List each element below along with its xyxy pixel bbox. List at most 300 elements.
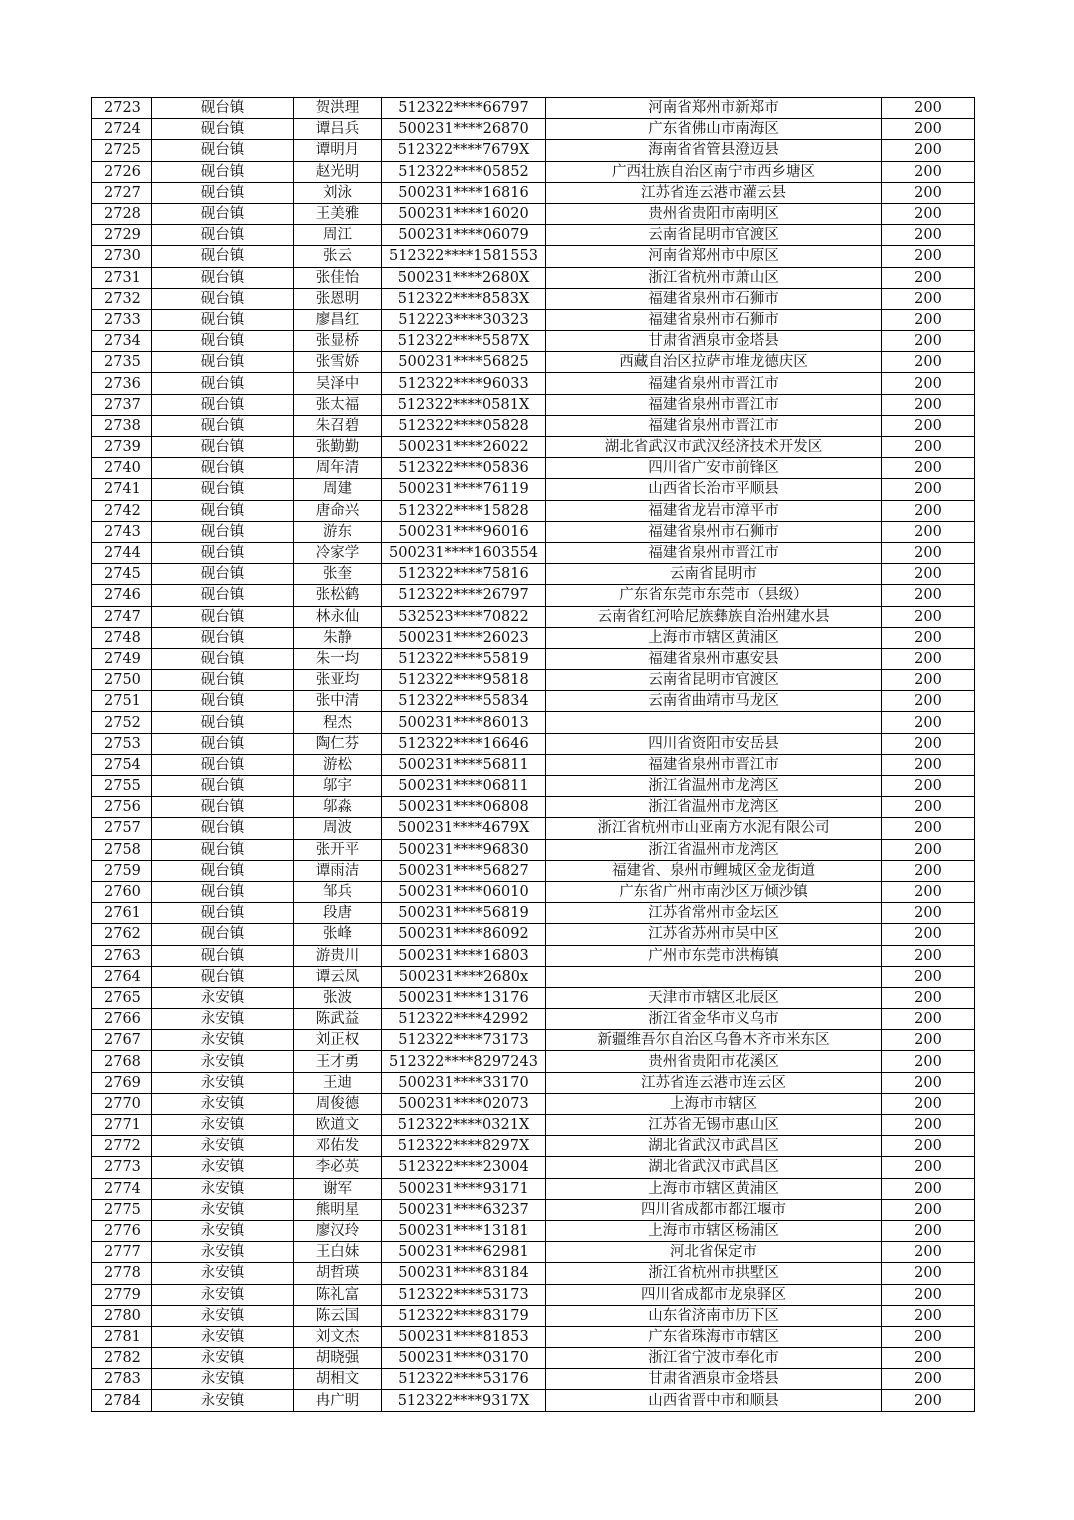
id-number-cell: 532523****70822 bbox=[382, 606, 546, 627]
name-cell: 欧道文 bbox=[294, 1115, 382, 1136]
row-number: 2773 bbox=[92, 1157, 152, 1178]
table-row bbox=[92, 542, 975, 563]
address-cell: 海南省省管县澄迈县 bbox=[546, 140, 882, 161]
town-cell: 砚台镇 bbox=[152, 564, 294, 585]
town-cell: 永安镇 bbox=[152, 987, 294, 1008]
name-cell: 游松 bbox=[294, 754, 382, 775]
name-cell: 王才勇 bbox=[294, 1051, 382, 1072]
address-cell: 福建省泉州市石狮市 bbox=[546, 288, 882, 309]
address-cell: 浙江省温州市龙湾区 bbox=[546, 797, 882, 818]
table-row bbox=[92, 415, 975, 436]
table-row bbox=[92, 1220, 975, 1241]
town-cell: 砚台镇 bbox=[152, 458, 294, 479]
id-number-cell: 512322****0581X bbox=[382, 394, 546, 415]
address-cell: 山西省晋中市和顺县 bbox=[546, 1390, 882, 1411]
name-cell: 刘文杰 bbox=[294, 1326, 382, 1347]
row-number: 2750 bbox=[92, 670, 152, 691]
table-row bbox=[92, 458, 975, 479]
amount-cell: 200 bbox=[882, 1284, 975, 1305]
town-cell: 永安镇 bbox=[152, 1009, 294, 1030]
town-cell: 砚台镇 bbox=[152, 373, 294, 394]
id-number-cell: 500231****13181 bbox=[382, 1220, 546, 1241]
row-number: 2729 bbox=[92, 225, 152, 246]
row-number: 2780 bbox=[92, 1305, 152, 1326]
row-number: 2731 bbox=[92, 267, 152, 288]
table-row bbox=[92, 1263, 975, 1284]
address-cell: 贵州省贵阳市南明区 bbox=[546, 203, 882, 224]
row-number: 2743 bbox=[92, 521, 152, 542]
id-number-cell: 500231****2680x bbox=[382, 966, 546, 987]
name-cell: 廖汉玲 bbox=[294, 1220, 382, 1241]
data-table-sheet bbox=[91, 97, 974, 1412]
address-cell: 四川省成都市都江堰市 bbox=[546, 1199, 882, 1220]
name-cell: 张云 bbox=[294, 246, 382, 267]
name-cell: 张松鹤 bbox=[294, 585, 382, 606]
name-cell: 张中清 bbox=[294, 691, 382, 712]
amount-cell: 200 bbox=[882, 987, 975, 1008]
town-cell: 永安镇 bbox=[152, 1348, 294, 1369]
id-number-cell: 512223****30323 bbox=[382, 309, 546, 330]
town-cell: 砚台镇 bbox=[152, 648, 294, 669]
name-cell: 张雪娇 bbox=[294, 352, 382, 373]
amount-cell: 200 bbox=[882, 373, 975, 394]
town-cell: 砚台镇 bbox=[152, 521, 294, 542]
row-number: 2746 bbox=[92, 585, 152, 606]
name-cell: 熊明星 bbox=[294, 1199, 382, 1220]
id-number-cell: 500231****56811 bbox=[382, 754, 546, 775]
amount-cell: 200 bbox=[882, 437, 975, 458]
id-number-cell: 500231****16816 bbox=[382, 182, 546, 203]
row-number: 2759 bbox=[92, 860, 152, 881]
address-cell: 四川省广安市前锋区 bbox=[546, 458, 882, 479]
amount-cell: 200 bbox=[882, 267, 975, 288]
id-number-cell: 500231****4679X bbox=[382, 818, 546, 839]
id-number-cell: 500231****56819 bbox=[382, 903, 546, 924]
name-cell: 胡哲瑛 bbox=[294, 1263, 382, 1284]
amount-cell: 200 bbox=[882, 670, 975, 691]
id-number-cell: 512322****95818 bbox=[382, 670, 546, 691]
amount-cell: 200 bbox=[882, 1305, 975, 1326]
amount-cell: 200 bbox=[882, 394, 975, 415]
row-number: 2754 bbox=[92, 754, 152, 775]
row-number: 2745 bbox=[92, 564, 152, 585]
table-row bbox=[92, 225, 975, 246]
id-number-cell: 500231****56825 bbox=[382, 352, 546, 373]
row-number: 2772 bbox=[92, 1136, 152, 1157]
id-number-cell: 500231****86092 bbox=[382, 924, 546, 945]
address-cell: 江苏省无锡市惠山区 bbox=[546, 1115, 882, 1136]
row-number: 2760 bbox=[92, 881, 152, 902]
row-number: 2765 bbox=[92, 987, 152, 1008]
amount-cell: 200 bbox=[882, 479, 975, 500]
amount-cell: 200 bbox=[882, 415, 975, 436]
id-number-cell: 500231****03170 bbox=[382, 1348, 546, 1369]
address-cell: 湖北省武汉市武汉经济技术开发区 bbox=[546, 437, 882, 458]
town-cell: 砚台镇 bbox=[152, 542, 294, 563]
table-row bbox=[92, 1009, 975, 1030]
address-cell: 云南省昆明市官渡区 bbox=[546, 225, 882, 246]
row-number: 2733 bbox=[92, 309, 152, 330]
id-number-cell: 500231****76119 bbox=[382, 479, 546, 500]
amount-cell: 200 bbox=[882, 585, 975, 606]
town-cell: 砚台镇 bbox=[152, 437, 294, 458]
name-cell: 冉广明 bbox=[294, 1390, 382, 1411]
amount-cell: 200 bbox=[882, 1326, 975, 1347]
row-number: 2724 bbox=[92, 119, 152, 140]
address-cell: 浙江省杭州市萧山区 bbox=[546, 267, 882, 288]
amount-cell: 200 bbox=[882, 161, 975, 182]
table-row bbox=[92, 945, 975, 966]
row-number: 2775 bbox=[92, 1199, 152, 1220]
table-row bbox=[92, 140, 975, 161]
amount-cell: 200 bbox=[882, 1093, 975, 1114]
town-cell: 砚台镇 bbox=[152, 415, 294, 436]
id-number-cell: 512322****05828 bbox=[382, 415, 546, 436]
id-number-cell: 512322****8583X bbox=[382, 288, 546, 309]
town-cell: 砚台镇 bbox=[152, 267, 294, 288]
table-row bbox=[92, 246, 975, 267]
row-number: 2738 bbox=[92, 415, 152, 436]
table-row bbox=[92, 1390, 975, 1411]
amount-cell: 200 bbox=[882, 98, 975, 119]
row-number: 2783 bbox=[92, 1369, 152, 1390]
amount-cell: 200 bbox=[882, 1178, 975, 1199]
amount-cell: 200 bbox=[882, 458, 975, 479]
table-row bbox=[92, 479, 975, 500]
name-cell: 周年清 bbox=[294, 458, 382, 479]
name-cell: 谢军 bbox=[294, 1178, 382, 1199]
id-number-cell: 512322****8297243 bbox=[382, 1051, 546, 1072]
amount-cell: 200 bbox=[882, 860, 975, 881]
row-number: 2749 bbox=[92, 648, 152, 669]
table-row bbox=[92, 394, 975, 415]
table-row bbox=[92, 119, 975, 140]
data-table bbox=[91, 97, 975, 1412]
table-row bbox=[92, 1326, 975, 1347]
town-cell: 砚台镇 bbox=[152, 712, 294, 733]
name-cell: 张太福 bbox=[294, 394, 382, 415]
town-cell: 永安镇 bbox=[152, 1072, 294, 1093]
table-row bbox=[92, 564, 975, 585]
id-number-cell: 500231****06010 bbox=[382, 881, 546, 902]
id-number-cell: 512322****75816 bbox=[382, 564, 546, 585]
id-number-cell: 512322****42992 bbox=[382, 1009, 546, 1030]
address-cell: 广州市东莞市洪梅镇 bbox=[546, 945, 882, 966]
name-cell: 邬宇 bbox=[294, 776, 382, 797]
name-cell: 林永仙 bbox=[294, 606, 382, 627]
address-cell: 云南省昆明市官渡区 bbox=[546, 670, 882, 691]
row-number: 2740 bbox=[92, 458, 152, 479]
id-number-cell: 512322****8297X bbox=[382, 1136, 546, 1157]
name-cell: 刘泳 bbox=[294, 182, 382, 203]
address-cell: 云南省昆明市 bbox=[546, 564, 882, 585]
amount-cell: 200 bbox=[882, 1220, 975, 1241]
town-cell: 砚台镇 bbox=[152, 627, 294, 648]
town-cell: 砚台镇 bbox=[152, 839, 294, 860]
address-cell: 广西壮族自治区南宁市西乡塘区 bbox=[546, 161, 882, 182]
row-number: 2727 bbox=[92, 182, 152, 203]
table-row bbox=[92, 1199, 975, 1220]
row-number: 2735 bbox=[92, 352, 152, 373]
town-cell: 永安镇 bbox=[152, 1030, 294, 1051]
table-row bbox=[92, 818, 975, 839]
town-cell: 砚台镇 bbox=[152, 585, 294, 606]
amount-cell: 200 bbox=[882, 288, 975, 309]
row-number: 2737 bbox=[92, 394, 152, 415]
name-cell: 王美雅 bbox=[294, 203, 382, 224]
address-cell: 福建省泉州市晋江市 bbox=[546, 542, 882, 563]
id-number-cell: 500231****33170 bbox=[382, 1072, 546, 1093]
address-cell: 浙江省杭州市拱墅区 bbox=[546, 1263, 882, 1284]
table-row bbox=[92, 437, 975, 458]
amount-cell: 200 bbox=[882, 733, 975, 754]
table-row bbox=[92, 691, 975, 712]
row-number: 2728 bbox=[92, 203, 152, 224]
town-cell: 砚台镇 bbox=[152, 203, 294, 224]
name-cell: 朱一均 bbox=[294, 648, 382, 669]
name-cell: 吴泽中 bbox=[294, 373, 382, 394]
row-number: 2751 bbox=[92, 691, 152, 712]
row-number: 2736 bbox=[92, 373, 152, 394]
name-cell: 段唐 bbox=[294, 903, 382, 924]
town-cell: 永安镇 bbox=[152, 1305, 294, 1326]
town-cell: 永安镇 bbox=[152, 1284, 294, 1305]
town-cell: 砚台镇 bbox=[152, 754, 294, 775]
id-number-cell: 512322****1581553 bbox=[382, 246, 546, 267]
town-cell: 砚台镇 bbox=[152, 394, 294, 415]
address-cell: 福建省泉州市晋江市 bbox=[546, 373, 882, 394]
name-cell: 邬淼 bbox=[294, 797, 382, 818]
id-number-cell: 512322****5587X bbox=[382, 331, 546, 352]
name-cell: 王白妹 bbox=[294, 1242, 382, 1263]
town-cell: 永安镇 bbox=[152, 1242, 294, 1263]
table-body bbox=[92, 98, 975, 1412]
name-cell: 张勤勤 bbox=[294, 437, 382, 458]
row-number: 2763 bbox=[92, 945, 152, 966]
town-cell: 砚台镇 bbox=[152, 924, 294, 945]
town-cell: 砚台镇 bbox=[152, 733, 294, 754]
town-cell: 永安镇 bbox=[152, 1178, 294, 1199]
id-number-cell: 512322****66797 bbox=[382, 98, 546, 119]
table-row bbox=[92, 606, 975, 627]
name-cell: 邓佑发 bbox=[294, 1136, 382, 1157]
amount-cell: 200 bbox=[882, 352, 975, 373]
table-row bbox=[92, 903, 975, 924]
amount-cell: 200 bbox=[882, 1157, 975, 1178]
id-number-cell: 500231****06079 bbox=[382, 225, 546, 246]
amount-cell: 200 bbox=[882, 1348, 975, 1369]
amount-cell: 200 bbox=[882, 1115, 975, 1136]
name-cell: 张恩明 bbox=[294, 288, 382, 309]
town-cell: 砚台镇 bbox=[152, 606, 294, 627]
name-cell: 陈云国 bbox=[294, 1305, 382, 1326]
name-cell: 周建 bbox=[294, 479, 382, 500]
address-cell: 浙江省杭州市山亚南方水泥有限公司 bbox=[546, 818, 882, 839]
row-number: 2742 bbox=[92, 500, 152, 521]
address-cell: 上海市市辖区杨浦区 bbox=[546, 1220, 882, 1241]
name-cell: 胡相文 bbox=[294, 1369, 382, 1390]
table-row bbox=[92, 1157, 975, 1178]
amount-cell: 200 bbox=[882, 648, 975, 669]
id-number-cell: 512322****23004 bbox=[382, 1157, 546, 1178]
name-cell: 张峰 bbox=[294, 924, 382, 945]
town-cell: 砚台镇 bbox=[152, 479, 294, 500]
table-row bbox=[92, 1030, 975, 1051]
id-number-cell: 512322****96033 bbox=[382, 373, 546, 394]
town-cell: 永安镇 bbox=[152, 1157, 294, 1178]
amount-cell: 200 bbox=[882, 542, 975, 563]
id-number-cell: 500231****26022 bbox=[382, 437, 546, 458]
id-number-cell: 500231****13176 bbox=[382, 987, 546, 1008]
row-number: 2725 bbox=[92, 140, 152, 161]
address-cell: 上海市市辖区黄浦区 bbox=[546, 1178, 882, 1199]
table-row bbox=[92, 754, 975, 775]
table-row bbox=[92, 352, 975, 373]
table-row bbox=[92, 309, 975, 330]
table-row bbox=[92, 1348, 975, 1369]
name-cell: 谭雨洁 bbox=[294, 860, 382, 881]
id-number-cell: 500231****96016 bbox=[382, 521, 546, 542]
row-number: 2734 bbox=[92, 331, 152, 352]
name-cell: 赵光明 bbox=[294, 161, 382, 182]
town-cell: 砚台镇 bbox=[152, 797, 294, 818]
address-cell bbox=[546, 712, 882, 733]
id-number-cell: 512322****83179 bbox=[382, 1305, 546, 1326]
id-number-cell: 512322****53173 bbox=[382, 1284, 546, 1305]
address-cell: 河北省保定市 bbox=[546, 1242, 882, 1263]
id-number-cell: 512322****55834 bbox=[382, 691, 546, 712]
table-row bbox=[92, 776, 975, 797]
row-number: 2774 bbox=[92, 1178, 152, 1199]
table-row bbox=[92, 924, 975, 945]
town-cell: 砚台镇 bbox=[152, 881, 294, 902]
id-number-cell: 500231****56827 bbox=[382, 860, 546, 881]
amount-cell: 200 bbox=[882, 924, 975, 945]
town-cell: 永安镇 bbox=[152, 1115, 294, 1136]
amount-cell: 200 bbox=[882, 1390, 975, 1411]
table-row bbox=[92, 881, 975, 902]
amount-cell: 200 bbox=[882, 500, 975, 521]
name-cell: 李必英 bbox=[294, 1157, 382, 1178]
id-number-cell: 500231****96830 bbox=[382, 839, 546, 860]
row-number: 2768 bbox=[92, 1051, 152, 1072]
name-cell: 胡晓强 bbox=[294, 1348, 382, 1369]
name-cell: 张开平 bbox=[294, 839, 382, 860]
address-cell: 山东省济南市历下区 bbox=[546, 1305, 882, 1326]
amount-cell: 200 bbox=[882, 839, 975, 860]
address-cell: 浙江省宁波市奉化市 bbox=[546, 1348, 882, 1369]
address-cell: 广东省珠海市市辖区 bbox=[546, 1326, 882, 1347]
amount-cell: 200 bbox=[882, 564, 975, 585]
town-cell: 砚台镇 bbox=[152, 246, 294, 267]
table-row bbox=[92, 331, 975, 352]
town-cell: 砚台镇 bbox=[152, 966, 294, 987]
town-cell: 砚台镇 bbox=[152, 288, 294, 309]
amount-cell: 200 bbox=[882, 521, 975, 542]
id-number-cell: 512322****55819 bbox=[382, 648, 546, 669]
address-cell: 江苏省苏州市吴中区 bbox=[546, 924, 882, 945]
row-number: 2739 bbox=[92, 437, 152, 458]
amount-cell: 200 bbox=[882, 246, 975, 267]
row-number: 2778 bbox=[92, 1263, 152, 1284]
amount-cell: 200 bbox=[882, 627, 975, 648]
id-number-cell: 500231****02073 bbox=[382, 1093, 546, 1114]
table-row bbox=[92, 1093, 975, 1114]
address-cell: 福建省泉州市晋江市 bbox=[546, 754, 882, 775]
amount-cell: 200 bbox=[882, 119, 975, 140]
name-cell: 张佳怡 bbox=[294, 267, 382, 288]
address-cell bbox=[546, 966, 882, 987]
amount-cell: 200 bbox=[882, 1199, 975, 1220]
table-row bbox=[92, 1051, 975, 1072]
name-cell: 陈武益 bbox=[294, 1009, 382, 1030]
town-cell: 永安镇 bbox=[152, 1093, 294, 1114]
table-row bbox=[92, 373, 975, 394]
row-number: 2782 bbox=[92, 1348, 152, 1369]
amount-cell: 200 bbox=[882, 776, 975, 797]
name-cell: 周俊德 bbox=[294, 1093, 382, 1114]
row-number: 2781 bbox=[92, 1326, 152, 1347]
row-number: 2755 bbox=[92, 776, 152, 797]
name-cell: 张波 bbox=[294, 987, 382, 1008]
address-cell: 上海市市辖区 bbox=[546, 1093, 882, 1114]
address-cell: 贵州省贵阳市花溪区 bbox=[546, 1051, 882, 1072]
town-cell: 砚台镇 bbox=[152, 352, 294, 373]
name-cell: 朱召碧 bbox=[294, 415, 382, 436]
town-cell: 砚台镇 bbox=[152, 670, 294, 691]
id-number-cell: 512322****15828 bbox=[382, 500, 546, 521]
id-number-cell: 512322****73173 bbox=[382, 1030, 546, 1051]
address-cell: 上海市市辖区黄浦区 bbox=[546, 627, 882, 648]
town-cell: 砚台镇 bbox=[152, 182, 294, 203]
address-cell: 云南省曲靖市马龙区 bbox=[546, 691, 882, 712]
row-number: 2762 bbox=[92, 924, 152, 945]
address-cell: 天津市市辖区北辰区 bbox=[546, 987, 882, 1008]
address-cell: 山西省长治市平顺县 bbox=[546, 479, 882, 500]
amount-cell: 200 bbox=[882, 903, 975, 924]
town-cell: 永安镇 bbox=[152, 1051, 294, 1072]
table-row bbox=[92, 1305, 975, 1326]
amount-cell: 200 bbox=[882, 1136, 975, 1157]
id-number-cell: 500231****62981 bbox=[382, 1242, 546, 1263]
address-cell: 福建省泉州市惠安县 bbox=[546, 648, 882, 669]
amount-cell: 200 bbox=[882, 1030, 975, 1051]
table-row bbox=[92, 1178, 975, 1199]
town-cell: 砚台镇 bbox=[152, 309, 294, 330]
name-cell: 游贵川 bbox=[294, 945, 382, 966]
amount-cell: 200 bbox=[882, 712, 975, 733]
table-row bbox=[92, 987, 975, 1008]
row-number: 2752 bbox=[92, 712, 152, 733]
table-row bbox=[92, 733, 975, 754]
table-row bbox=[92, 966, 975, 987]
address-cell: 江苏省连云港市灌云县 bbox=[546, 182, 882, 203]
town-cell: 砚台镇 bbox=[152, 945, 294, 966]
name-cell: 邹兵 bbox=[294, 881, 382, 902]
town-cell: 永安镇 bbox=[152, 1326, 294, 1347]
table-row bbox=[92, 1115, 975, 1136]
id-number-cell: 512322****7679X bbox=[382, 140, 546, 161]
row-number: 2730 bbox=[92, 246, 152, 267]
address-cell: 甘肃省酒泉市金塔县 bbox=[546, 331, 882, 352]
name-cell: 周江 bbox=[294, 225, 382, 246]
id-number-cell: 500231****26023 bbox=[382, 627, 546, 648]
name-cell: 张显桥 bbox=[294, 331, 382, 352]
id-number-cell: 500231****16020 bbox=[382, 203, 546, 224]
town-cell: 砚台镇 bbox=[152, 860, 294, 881]
amount-cell: 200 bbox=[882, 1009, 975, 1030]
town-cell: 砚台镇 bbox=[152, 161, 294, 182]
